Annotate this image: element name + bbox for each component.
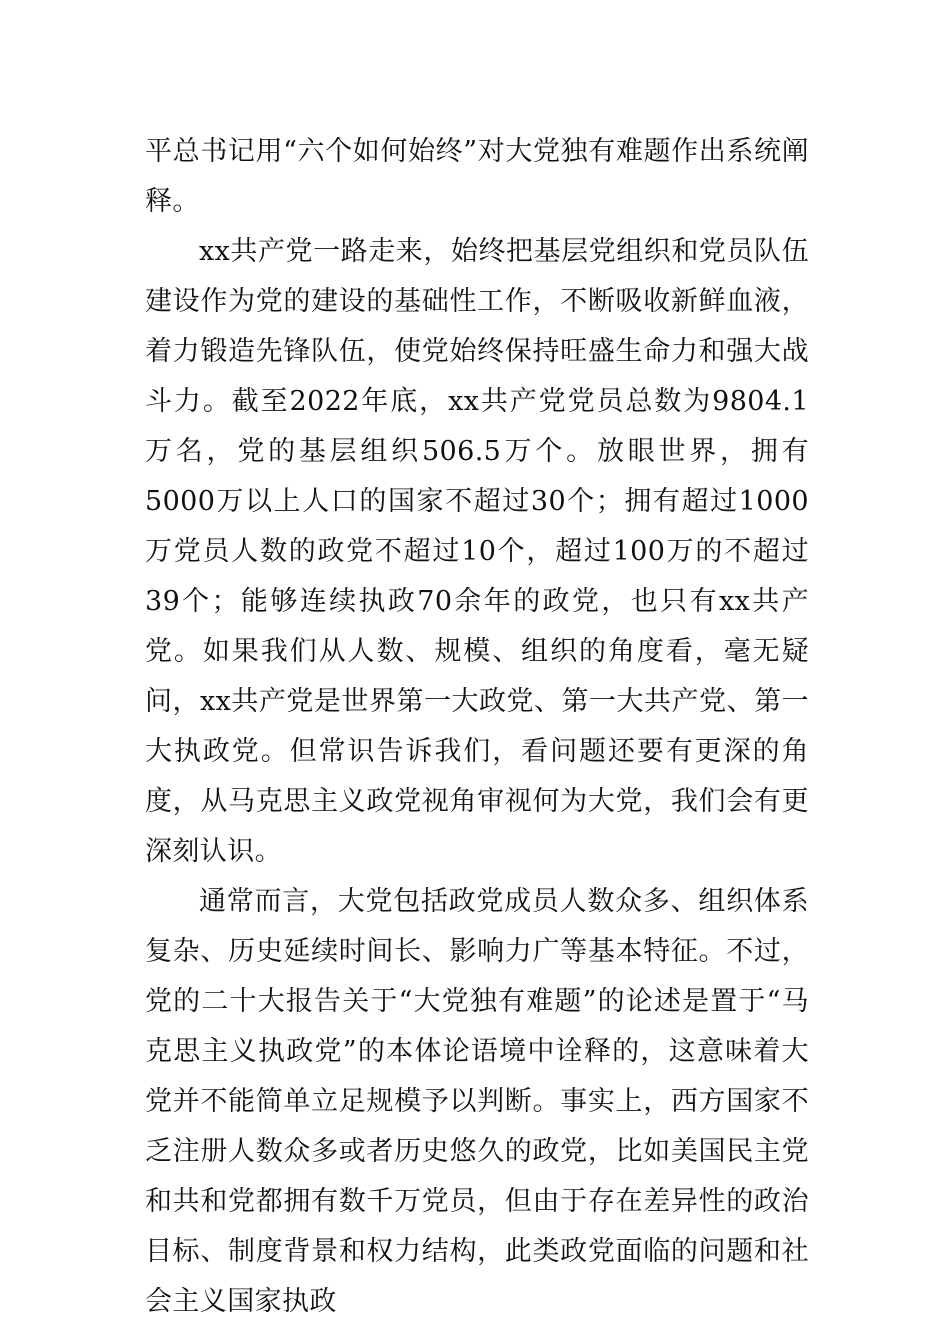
paragraph-big-party-features: 通常而言，大党包括政党成员人数众多、组织体系复杂、历史延续时间长、影响力广等基本特征。不过，党的二十大报告关于“大党独有难题”的论述是置于“马克思主义执政党”的本体论语境中诠释的，这意味着大党并不能简单立足规模予以判断。事实上，西方国家不乏注册人数众多或者历史悠久的政党，比如美国民主党和共和党都拥有数千万党员，但由于存在差异性的政治目标、制度背景和权力结构，此类政党面临的问题和社会主义国家执政: [145, 886, 809, 1317]
body-text: [145, 127, 809, 1327]
paragraph-party-membership: xx共产党一路走来，始终把基层党组织和党员队伍建设作为党的建设的基础性工作，不断吸收新鲜血液，着力锻造先锋队伍，使党始终保持旺盛生命力和强大战斗力。截至2022年底，xx共产党党员总数为9804.1万名，党的基层组织506.5万个。放眼世界，拥有5000万以上人口的国家不超过30个；拥有超过1000万党员人数的政党不超过10个，超过100万的不超过39个；能够连续执政70余年的政党，也只有xx共产党。如果我们从人数、规模、组织的角度看，毫无疑问，xx共产党是世界第一大政党、第一大共产党、第一大执政党。但常识告诉我们，看问题还要有更深的角度，从马克思主义政党视角审视何为大党，我们会有更深刻认识。: [145, 236, 809, 867]
paragraph-continuation: 平总书记用“六个如何始终”对大党独有难题作出系统阐释。: [145, 136, 809, 217]
